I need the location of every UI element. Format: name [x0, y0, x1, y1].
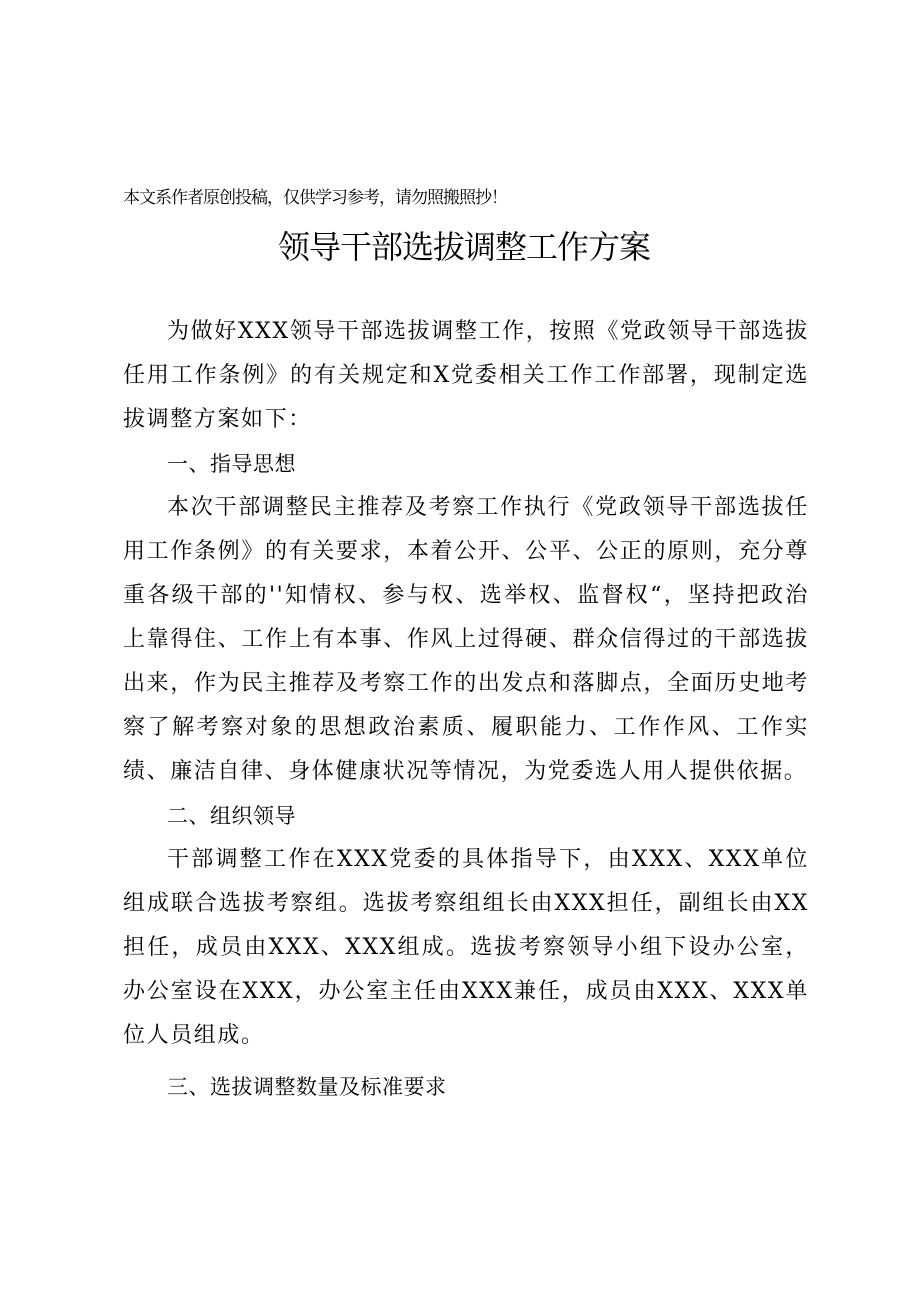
intro-paragraph: 为做好XXX领导干部选拔调整工作，按照《党政领导干部选拔任用工作条例》的有关规定和X党委相关工作工作部署，现制定选拔调整方案如下：: [123, 319, 809, 432]
section-body-organization: 干部调整工作在XXX党委的具体指导下，由XXX、XXX单位组成联合选拔考察组。选拔考察组组长由XXX担任，副组长由XX担任，成员由XXX、XXX组成。选拔考察领导小组下设办公室，办公室设在XXX，办公室主任由XXX兼任，成员由XXX、XXX单位人员组成。: [123, 847, 809, 1048]
page-title: 领导干部选拔调整工作方案: [277, 228, 650, 266]
section-heading-quota-standards: 三、选拔调整数量及标准要求: [167, 1075, 447, 1099]
section-body-guiding-thought: 本次干部调整民主推荐及考察工作执行《党政领导干部选拔任用工作条例》的有关要求，本着公开、公平、公正的原则，充分尊重各级干部的''知情权、参与权、选举权、监督权“，坚持把政治上靠得住、工作上有本事、作风上过得硬、群众信得过的干部选拔出来，作为民主推荐及考察工作的出发点和落脚点，全面历史地考察了解考察对象的思想政治素质、履职能力、工作作风、工作实绩、廉洁自律、身体健康状况等情况，为党委选人用人提供依据。: [123, 495, 809, 784]
copyright-notice: 本文系作者原创投稿，仅供学习参考，请勿照搬照抄！: [123, 188, 507, 208]
document-body: [123, 310, 809, 1109]
section-heading-organization: 二、组织领导: [167, 804, 296, 828]
section-heading-guiding-thought: 一、指导思想: [167, 452, 296, 476]
